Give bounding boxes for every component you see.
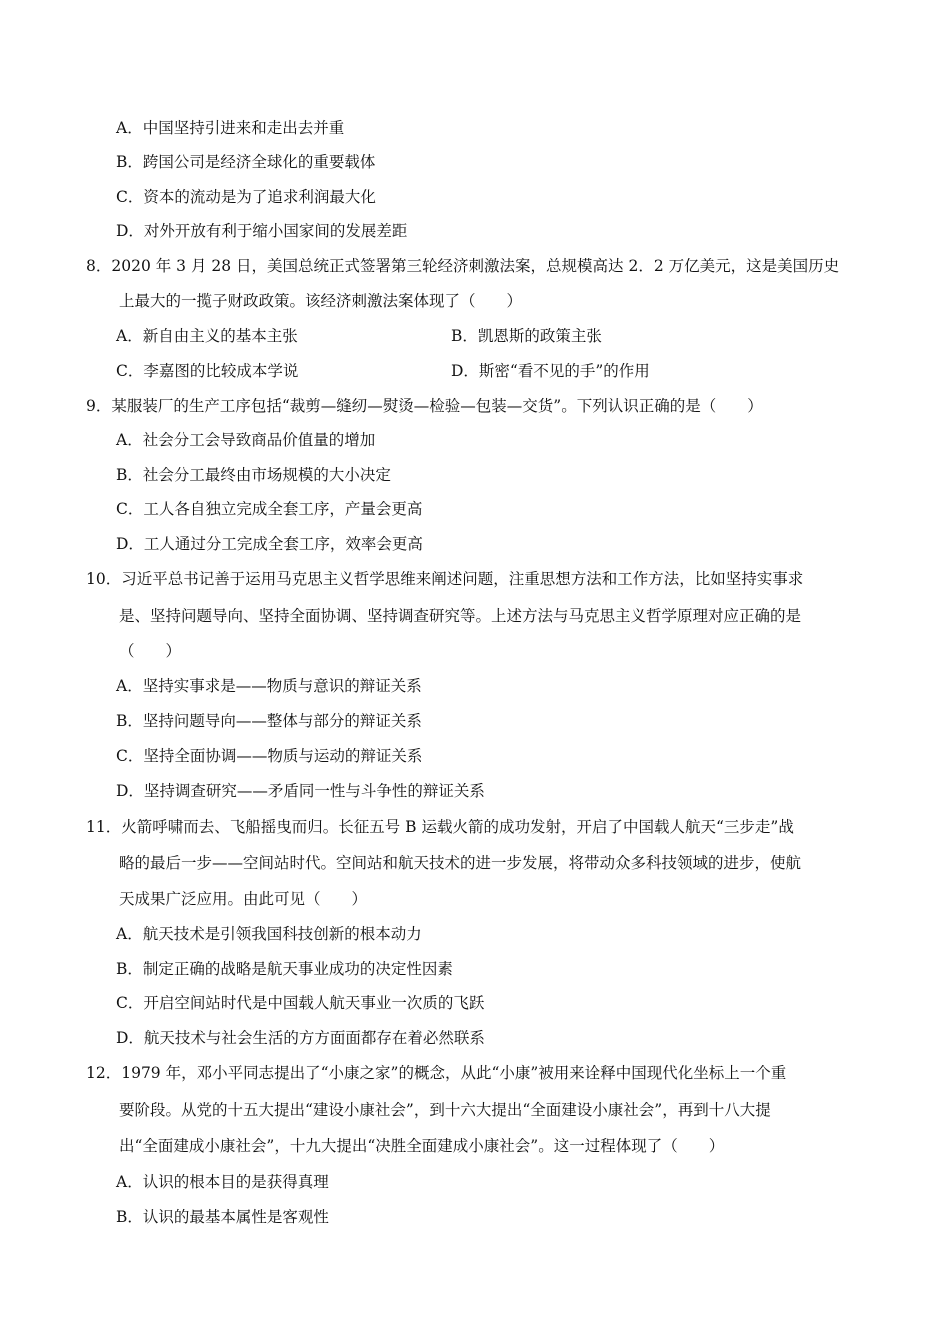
q11-stem-line3: 天成果广泛应用。由此可见（ ） (119, 890, 368, 908)
q8-stem-line2: 上最大的一揽子财政政策。该经济刺激法案体现了（ ） (119, 292, 523, 310)
q8-option-c: C．李嘉图的比较成本学说 (116, 362, 299, 380)
q9-stem-line1: 9．某服装厂的生产工序包括“裁剪—缝纫—熨烫—检验—包装—交货”。下列认识正确的是（ ） (86, 397, 763, 415)
q8-option-b: B．凯恩斯的政策主张 (451, 327, 602, 345)
q10-stem-line3: （ ） (119, 642, 182, 660)
q12-stem-line2: 要阶段。从党的十五大提出“建设小康社会”，到十六大提出“全面建设小康社会”，再到十八大提 (119, 1101, 771, 1119)
q11-stem-line2: 略的最后一步——空间站时代。空间站和航天技术的进一步发展，将带动众多科技领域的进步，使航 (119, 854, 802, 872)
q7-option-b: B．跨国公司是经济全球化的重要载体 (116, 153, 376, 171)
q12-option-b: B．认识的最基本属性是客观性 (116, 1208, 329, 1226)
q7-option-a: A．中国坚持引进来和走出去并重 (116, 119, 345, 137)
q11-option-c: C．开启空间站时代是中国载人航天事业一次质的飞跃 (116, 994, 485, 1012)
q10-option-a: A．坚持实事求是——物质与意识的辩证关系 (116, 677, 422, 695)
q7-option-d: D．对外开放有利于缩小国家间的发展差距 (116, 222, 408, 240)
q12-stem-line3: 出“全面建成小康社会”，十九大提出“决胜全面建成小康社会”。这一过程体现了（ ） (119, 1137, 725, 1155)
q11-option-a: A．航天技术是引领我国科技创新的根本动力 (116, 925, 422, 943)
q8-option-a: A．新自由主义的基本主张 (116, 327, 298, 345)
q12-stem-line1: 12．1979 年，邓小平同志提出了“小康之家”的概念，从此“小康”被用来诠释中国现代化坐标上一个重 (86, 1064, 787, 1082)
q10-option-d: D．坚持调查研究——矛盾同一性与斗争性的辩证关系 (116, 782, 485, 800)
q8-stem-line1: 8．2020 年 3 月 28 日，美国总统正式签署第三轮经济刺激法案，总规模高达 2．2 万亿美元，这是美国历史 (86, 257, 840, 275)
q11-option-d: D．航天技术与社会生活的方方面面都存在着必然联系 (116, 1029, 485, 1047)
q11-stem-line1: 11．火箭呼啸而去、飞船摇曳而归。长征五号 B 运载火箭的成功发射，开启了中国载人航天“三步走”战 (86, 818, 794, 836)
q10-option-c: C．坚持全面协调——物质与运动的辩证关系 (116, 747, 423, 765)
q10-option-b: B．坚持问题导向——整体与部分的辩证关系 (116, 712, 422, 730)
q12-option-a: A．认识的根本目的是获得真理 (116, 1173, 329, 1191)
q9-option-b: B．社会分工最终由市场规模的大小决定 (116, 466, 391, 484)
q8-option-d: D．斯密“看不见的手”的作用 (451, 362, 650, 380)
q7-option-c: C．资本的流动是为了追求利润最大化 (116, 188, 376, 206)
q9-option-a: A．社会分工会导致商品价值量的增加 (116, 431, 376, 449)
q9-option-d: D．工人通过分工完成全套工序，效率会更高 (116, 535, 423, 553)
q10-stem-line1: 10．习近平总书记善于运用马克思主义哲学思维来阐述问题，注重思想方法和工作方法，比如坚持实事求 (86, 570, 804, 588)
q11-option-b: B．制定正确的战略是航天事业成功的决定性因素 (116, 960, 453, 978)
q9-option-c: C．工人各自独立完成全套工序，产量会更高 (116, 500, 423, 518)
q10-stem-line2: 是、坚持问题导向、坚持全面协调、坚持调查研究等。上述方法与马克思主义哲学原理对应正确的是 (119, 607, 802, 625)
